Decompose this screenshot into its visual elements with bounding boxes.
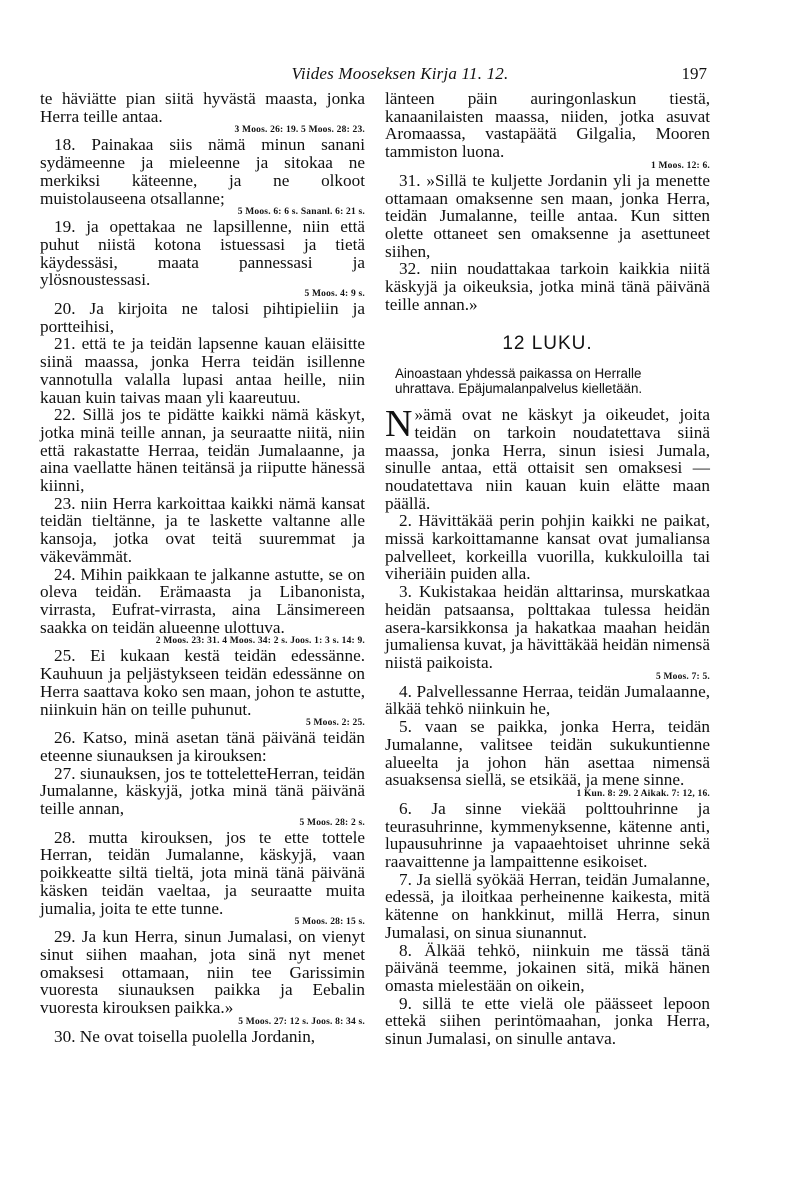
cross-reference: 1 Kun. 8: 29. 2 Aikak. 7: 12, 16. (576, 788, 710, 799)
chapter-first-verse-text: ämä ovat ne käskyt ja oikeudet, joita teidän on tarkoin noudatettava siinä maassa, jonka Herra, sinun isiesi Jumala, sinulle antaa, että ottaisit sen omaksesi — noudatettava niin kauan kuin elätte maan päällä. (385, 405, 710, 513)
verse-text: siunauksen, jos te totteletteHerran, teidän Jumalanne, käskyjä, jotka minä tänä päivänä teille annan, (40, 763, 365, 819)
verse-number: 20. (54, 299, 76, 319)
verse-paragraph (385, 871, 710, 942)
verse-paragraph (385, 942, 710, 995)
cross-reference: 1 Moos. 12: 6. (650, 160, 710, 171)
verse-number: 6. (399, 798, 412, 818)
cross-reference: 5 Moos. 27: 12 s. Joos. 8: 34 s. (238, 1016, 365, 1027)
verse-number: 21. (54, 334, 76, 354)
verse-paragraph (40, 406, 365, 495)
verse-paragraph (40, 1028, 365, 1046)
chapter-summary: Ainoastaan yhdessä paikassa on Herralle uhrattava. Epäjumalanpalvelus kielletään. (395, 366, 643, 396)
verse-text: niin noudattakaa tarkoin kaikkia niitä käskyjä ja oikeuksia, jotka minä tänä päivänä teille annan.» (385, 259, 710, 314)
verse-number: 27. (54, 763, 76, 783)
verse-number: 2. (399, 511, 412, 531)
verse-text: »Sillä te kuljette Jordanin yli ja menette ottamaan omaksenne sen maan, jonka Herra, teidän Jumalanne, teille antaa. Kun sitten olette ottaneet sen omaksenne ja asettuneet siihen, (385, 170, 710, 261)
verse-number: 22. (54, 405, 76, 425)
verse-number: 29. (54, 927, 76, 947)
verse-text: niin Herra karkoittaa kaikki nämä kansat teidän tieltänne, ja te laskette valtanne alle kansoja, jotka ovat teitä suuremmat ja väkevämmät. (40, 493, 365, 566)
cross-reference: 5 Moos. 7: 5. (655, 671, 710, 682)
cross-reference: 5 Moos. 6: 6 s. Sananl. 6: 21 s. (237, 207, 365, 218)
verse-number: 30. (54, 1026, 76, 1046)
verse-paragraph (40, 647, 365, 729)
running-header-title: Viides Mooseksen Kirja 11. 12. (291, 64, 509, 83)
cross-reference: 5 Moos. 28: 2 s. (299, 817, 365, 828)
verse-paragraph (385, 260, 710, 313)
verse-paragraph (385, 512, 710, 583)
verse-paragraph (40, 136, 365, 218)
opening-quote: » (414, 405, 424, 425)
cross-reference: 5 Moos. 2: 25. (305, 718, 365, 729)
verse-text: Mihin paikkaan te jalkanne astutte, se on oleva teidän. Erämaasta ja Libanonista, virrasta, Eufrat-virrasta, aina Länsimereen saakka on teidän alueenne ulottuva. (40, 564, 365, 637)
verse-paragraph (40, 495, 365, 566)
verse-number: 31. (399, 170, 421, 190)
page-number: 197 (681, 64, 707, 83)
verse-text: Kukistakaa heidän alttarinsa, murskatkaa heidän patsaansa, polttakaa tulessa heidän asera-karsikkonsa ja hakatkaa maahan heidän jumaliensa kuvat, ja hävittäkää heidän nimensä niistä paikoista. (385, 582, 711, 672)
verse-number: 7. (399, 869, 412, 889)
verse-paragraph (385, 800, 710, 871)
verse-number: 9. (399, 993, 412, 1013)
verse-text: Hävittäkää perin pohjin kaikki ne paikat, missä karkoittamanne kansat ovat jumaliansa palvelleet, korkeilla vuorilla, kukkuloilla tai viheriäin puiden alla. (385, 511, 711, 584)
verse-paragraph (40, 829, 365, 929)
verse-text: Älkää tehkö, niinkuin me tässä tänä päivänä teemme, jokainen sitä, mikä hänen omasta mielestään on oikein, (385, 940, 710, 995)
verse-paragraph (40, 928, 365, 1028)
verse-paragraph (385, 583, 710, 683)
verse-text: Painakaa siis nämä minun sanani sydämeenne ja mieleenne ja sitokaa ne merkiksi käteenne, ja ne olkoot muistolauseena otsallanne; (40, 135, 365, 208)
verse-text: vaan se paikka, jonka Herra, teidän Jumalanne, valitsee teidän sukukuntienne alueelta ja johon hän asettaa nimensä asuaksensa siellä, se etsikää, ja mene sinne. (385, 717, 711, 790)
verse-paragraph (385, 718, 710, 800)
verse-text: Ja sinne viekää polttouhrinne ja teurasuhrinne, kymmenyksenne, kätenne anti, lupausuhrinne ja vapaaehtoiset uhrinne sekä raavaittenne ja lampaittenne esikoiset. (385, 798, 710, 872)
verse-text: länteen päin auringonlaskun tiestä, kanaanilaisten maassa, niiden, jotka asuvat Aromaassa, vastapäätä Gilgalia, Mooren tammiston luona. (385, 89, 710, 162)
verse-text: että te ja teidän lapsenne kauan eläisitte siinä maassa, jonka Herra teidän isillenne vannotulla valalla lupasi antaa heille, niin kauan kuin taivas maan yli kaareutuu. (40, 334, 366, 407)
verse-number: 23. (54, 493, 76, 513)
verse-paragraph (40, 90, 365, 136)
verse-paragraph (40, 566, 365, 648)
verse-number: 18. (54, 135, 76, 155)
verse-paragraph (385, 683, 710, 718)
verse-text: ja opettakaa ne lapsillenne, niin että puhut niistä kotona istuessasi ja tietä käydessäsi, maata pannessasi ja ylösnoustessasi. (40, 217, 365, 290)
verse-number: 25. (54, 646, 76, 666)
right-column (385, 90, 710, 1048)
verse-text: Ne ovat toisella puolella Jordanin, (79, 1026, 316, 1046)
verse-text: Ja siellä syökää Herran, teidän Jumalanne, edessä, ja iloitkaa perheinenne kaikesta, mitä kätenne on hankkinut, millä Herra, sinun Jumalasi, on sinua siunannut. (385, 869, 710, 942)
verse-paragraph (40, 729, 365, 764)
verse-text: Katso, minä asetan tänä päivänä teidän eteenne siunauksen ja kirouksen: (40, 728, 365, 765)
verse-paragraph (385, 995, 710, 1048)
verse-text: Sillä jos te pidätte kaikki nämä käskyt, jotka minä teille annan, ja seuraatte niitä, niin että rakastatte Herraa, teidän Jumalaanne, ja aina vaellatte hänen teitänsä ja riiputte hänessä kiinni, (40, 405, 365, 496)
verse-text: Ja kun Herra, sinun Jumalasi, on vienyt sinut siihen maahan, jota sinä nyt menet omaksesi ottamaan, niin tee Garissimin vuoresta siunauksen paikka ja Eebalin vuoresta kirouksen paikka.» (40, 927, 365, 1018)
verse-text: Ei kukaan kestä teidän edessänne. Kauhuun ja peljästykseen teidän edessänne on Herra saattava koko sen maan, johon te astutte, niinkuin hän on teille puhunut. (40, 646, 366, 719)
verse-number: 3. (399, 582, 412, 602)
cross-reference: 2 Moos. 23: 31. 4 Moos. 34: 2 s. Joos. 1: 3 s. 14: 9. (155, 636, 365, 647)
verse-paragraph (40, 300, 365, 335)
verse-number: 5. (399, 717, 412, 737)
verse-text: te häviätte pian siitä hyvästä maasta, jonka Herra teille antaa. (40, 89, 365, 126)
verse-number: 28. (54, 827, 76, 847)
verse-number: 24. (54, 564, 76, 584)
right-column-verses-bottom (385, 512, 710, 1047)
cross-reference: 5 Moos. 28: 15 s. (294, 917, 365, 928)
cross-reference: 3 Moos. 26: 19. 5 Moos. 28: 23. (234, 125, 365, 136)
right-column-verses-top (385, 90, 710, 313)
verse-text: Palvellessanne Herraa, teidän Jumalaanne, älkää tehkö niinkuin he, (385, 681, 711, 719)
verse-number: 19. (54, 217, 76, 237)
drop-cap-letter: N (385, 403, 413, 446)
verse-text: sillä te ette vielä ole päässeet lepoon ettekä siihen perintömaahan, jonka Herra, sinun Jumalasi, on sinulle antava. (385, 993, 710, 1049)
chapter-title: 12 LUKU. (502, 333, 593, 355)
verse-text: Ja kirjoita ne talosi pihtipieliin ja portteihisi, (40, 299, 365, 336)
chapter-first-verse (385, 403, 710, 513)
verse-paragraph (40, 218, 365, 300)
verse-number: 32. (399, 259, 421, 279)
verse-text: mutta kirouksen, jos te ette tottele Herran, teidän Jumalanne, käskyjä, vaan poikkeatte siltä tieltä, jota minä tänä päivänä käsken teidän vaeltaa, ja seuraatte muita jumalia, joita te ette tunne. (40, 827, 365, 918)
verse-number: 4. (399, 681, 412, 701)
verse-number: 8. (399, 940, 412, 960)
cross-reference: 5 Moos. 4: 9 s. (304, 289, 365, 300)
left-column (40, 90, 365, 1045)
verse-paragraph (40, 765, 365, 829)
verse-number: 26. (54, 728, 76, 748)
verse-paragraph (385, 172, 710, 261)
verse-paragraph (40, 335, 365, 406)
verse-paragraph (385, 90, 710, 172)
